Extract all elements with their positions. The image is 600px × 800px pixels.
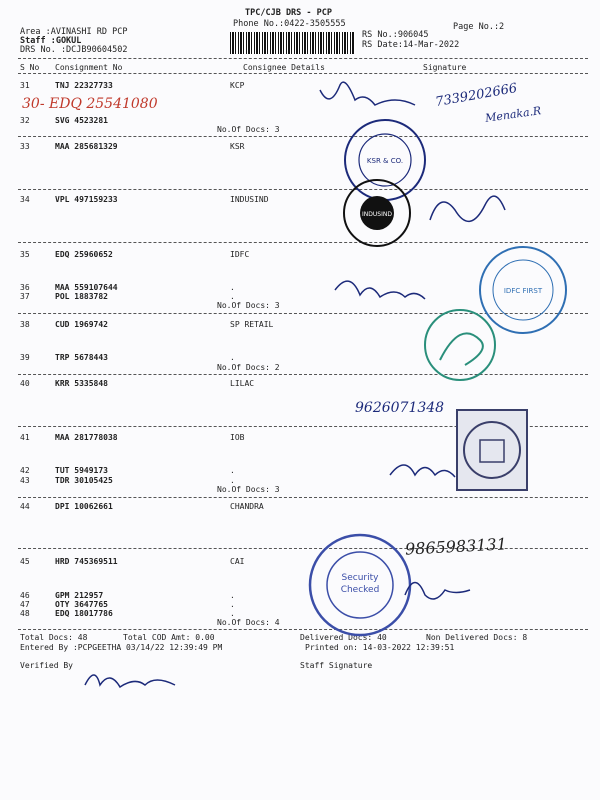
consignee-details: INDUSIND <box>230 195 269 204</box>
svg-text:Checked: Checked <box>340 585 380 595</box>
serial-number: 45 <box>20 557 30 566</box>
delivered-docs: Delivered Docs: 40 <box>300 633 387 642</box>
consignment-number: DPI 10062661 <box>55 502 113 511</box>
col-consignee: Consignee Details <box>243 63 325 72</box>
report-title: TPC/CJB DRS - PCP <box>245 8 332 18</box>
green-stamp-icon <box>425 310 495 380</box>
handwritten-name: Menaka.R <box>484 104 543 125</box>
serial-number: 38 <box>20 320 30 329</box>
handwritten-phone: 9865983131 <box>404 534 508 559</box>
svg-text:KSR & CO.: KSR & CO. <box>366 157 404 165</box>
consignment-number: HRD 745369511 <box>55 557 118 566</box>
consignment-number: MAA 281778038 <box>55 433 118 442</box>
consignee-details: LILAC <box>230 379 255 388</box>
col-sno: S No <box>20 63 40 72</box>
consignee-details: CAI <box>230 557 245 566</box>
serial-number: 33 <box>20 142 30 151</box>
non-delivered-docs: Non Delivered Docs: 8 <box>426 633 528 642</box>
consignment-number: TNJ 22327733 <box>55 81 113 90</box>
signature-mark <box>430 196 505 221</box>
consignee-details: . <box>230 591 235 600</box>
serial-number: 35 <box>20 250 30 259</box>
staff-signature-label: Staff Signature <box>300 661 373 670</box>
signature-mark <box>335 281 425 299</box>
serial-number: 48 <box>20 609 30 618</box>
iob-stamp-icon <box>457 410 527 490</box>
area-label: Area :AVINASHI RD PCP <box>20 27 128 37</box>
consignee-details: . <box>230 353 235 362</box>
consignment-number: TRP 5678443 <box>55 353 108 362</box>
serial-number: 32 <box>20 116 30 125</box>
consignment-number: EDQ 25960652 <box>55 250 113 259</box>
printed-on: Printed on: 14-03-2022 12:39:51 <box>305 643 455 652</box>
svg-text:INDUSIND: INDUSIND <box>362 211 392 218</box>
docs-count: No.Of Docs: 3 <box>217 125 280 134</box>
handwritten-phone: 9626071348 <box>355 400 445 416</box>
serial-number: 40 <box>20 379 30 388</box>
handwritten-phone: 7339202666 <box>434 80 519 111</box>
consignee-details: CHANDRA <box>230 502 264 511</box>
total-cod-amount: Total COD Amt: 0.00 <box>123 633 215 642</box>
consignee-details: . <box>230 476 235 485</box>
consignment-number: VPL 497159233 <box>55 195 118 204</box>
serial-number: 42 <box>20 466 30 475</box>
docs-count: No.Of Docs: 3 <box>217 301 280 310</box>
consignment-number: OTY 3647765 <box>55 600 108 609</box>
consignment-number: CUD 1969742 <box>55 320 108 329</box>
page-number: Page No.:2 <box>453 22 505 32</box>
verified-by-label: Verified By <box>20 661 73 670</box>
phone-number: Phone No.:0422-3505555 <box>233 19 346 29</box>
docs-count: No.Of Docs: 2 <box>217 363 280 372</box>
handwritten-consignment: 30- EDQ 25541080 <box>22 96 158 112</box>
consignment-number: SVG 4523281 <box>55 116 108 125</box>
serial-number: 31 <box>20 81 30 90</box>
consignment-number: MAA 285681329 <box>55 142 118 151</box>
serial-number: 44 <box>20 502 30 511</box>
serial-number: 39 <box>20 353 30 362</box>
signature-mark <box>390 465 455 477</box>
consignment-number: GPM 212957 <box>55 591 104 600</box>
col-signature: Signature <box>423 63 467 72</box>
serial-number: 46 <box>20 591 30 600</box>
serial-number: 47 <box>20 600 30 609</box>
consignee-details: . <box>230 466 235 475</box>
serial-number: 43 <box>20 476 30 485</box>
docs-count: No.Of Docs: 3 <box>217 485 280 494</box>
consignee-details: SP RETAIL <box>230 320 274 329</box>
signature-mark <box>405 583 470 600</box>
signature-mark <box>320 82 415 105</box>
verified-signature <box>85 675 175 687</box>
serial-number: 37 <box>20 292 30 301</box>
indusind-stamp-icon <box>344 180 410 246</box>
serial-number: 36 <box>20 283 30 292</box>
consignee-details: KCP <box>230 81 245 90</box>
total-docs: Total Docs: 48 <box>20 633 88 642</box>
consignee-details: KSR <box>230 142 245 151</box>
serial-number: 34 <box>20 195 30 204</box>
consignment-number: KRR 5335848 <box>55 379 108 388</box>
consignee-details: . <box>230 600 235 609</box>
consignee-details: . <box>230 283 235 292</box>
consignment-number: TUT 5949173 <box>55 466 108 475</box>
col-consignment: Consignment No <box>55 63 123 72</box>
drs-number: DRS No. :DCJB90604502 <box>20 45 128 55</box>
serial-number: 41 <box>20 433 30 442</box>
idfc-stamp-icon <box>480 247 566 333</box>
rs-date: RS Date:14-Mar-2022 <box>362 40 460 50</box>
docs-count: No.Of Docs: 4 <box>217 618 280 627</box>
rs-number: RS No.:906045 <box>362 30 429 40</box>
svg-text:Security: Security <box>341 573 379 583</box>
consignee-details: . <box>230 292 235 301</box>
consignment-number: MAA 559107644 <box>55 283 118 292</box>
consignment-number: POL 1883782 <box>55 292 108 301</box>
consignee-details: IOB <box>230 433 245 442</box>
consignment-number: TDR 30105425 <box>55 476 113 485</box>
consignee-details: IDFC <box>230 250 250 259</box>
entered-by: Entered By :PCPGEETHA 03/14/22 12:39:49 PM <box>20 643 223 652</box>
consignment-number: EDQ 18017786 <box>55 609 113 618</box>
staff-label: Staff :GOKUL <box>20 36 82 46</box>
consignee-details: . <box>230 609 235 618</box>
svg-text:IDFC FIRST: IDFC FIRST <box>503 287 543 295</box>
security-stamp-icon <box>310 535 410 635</box>
